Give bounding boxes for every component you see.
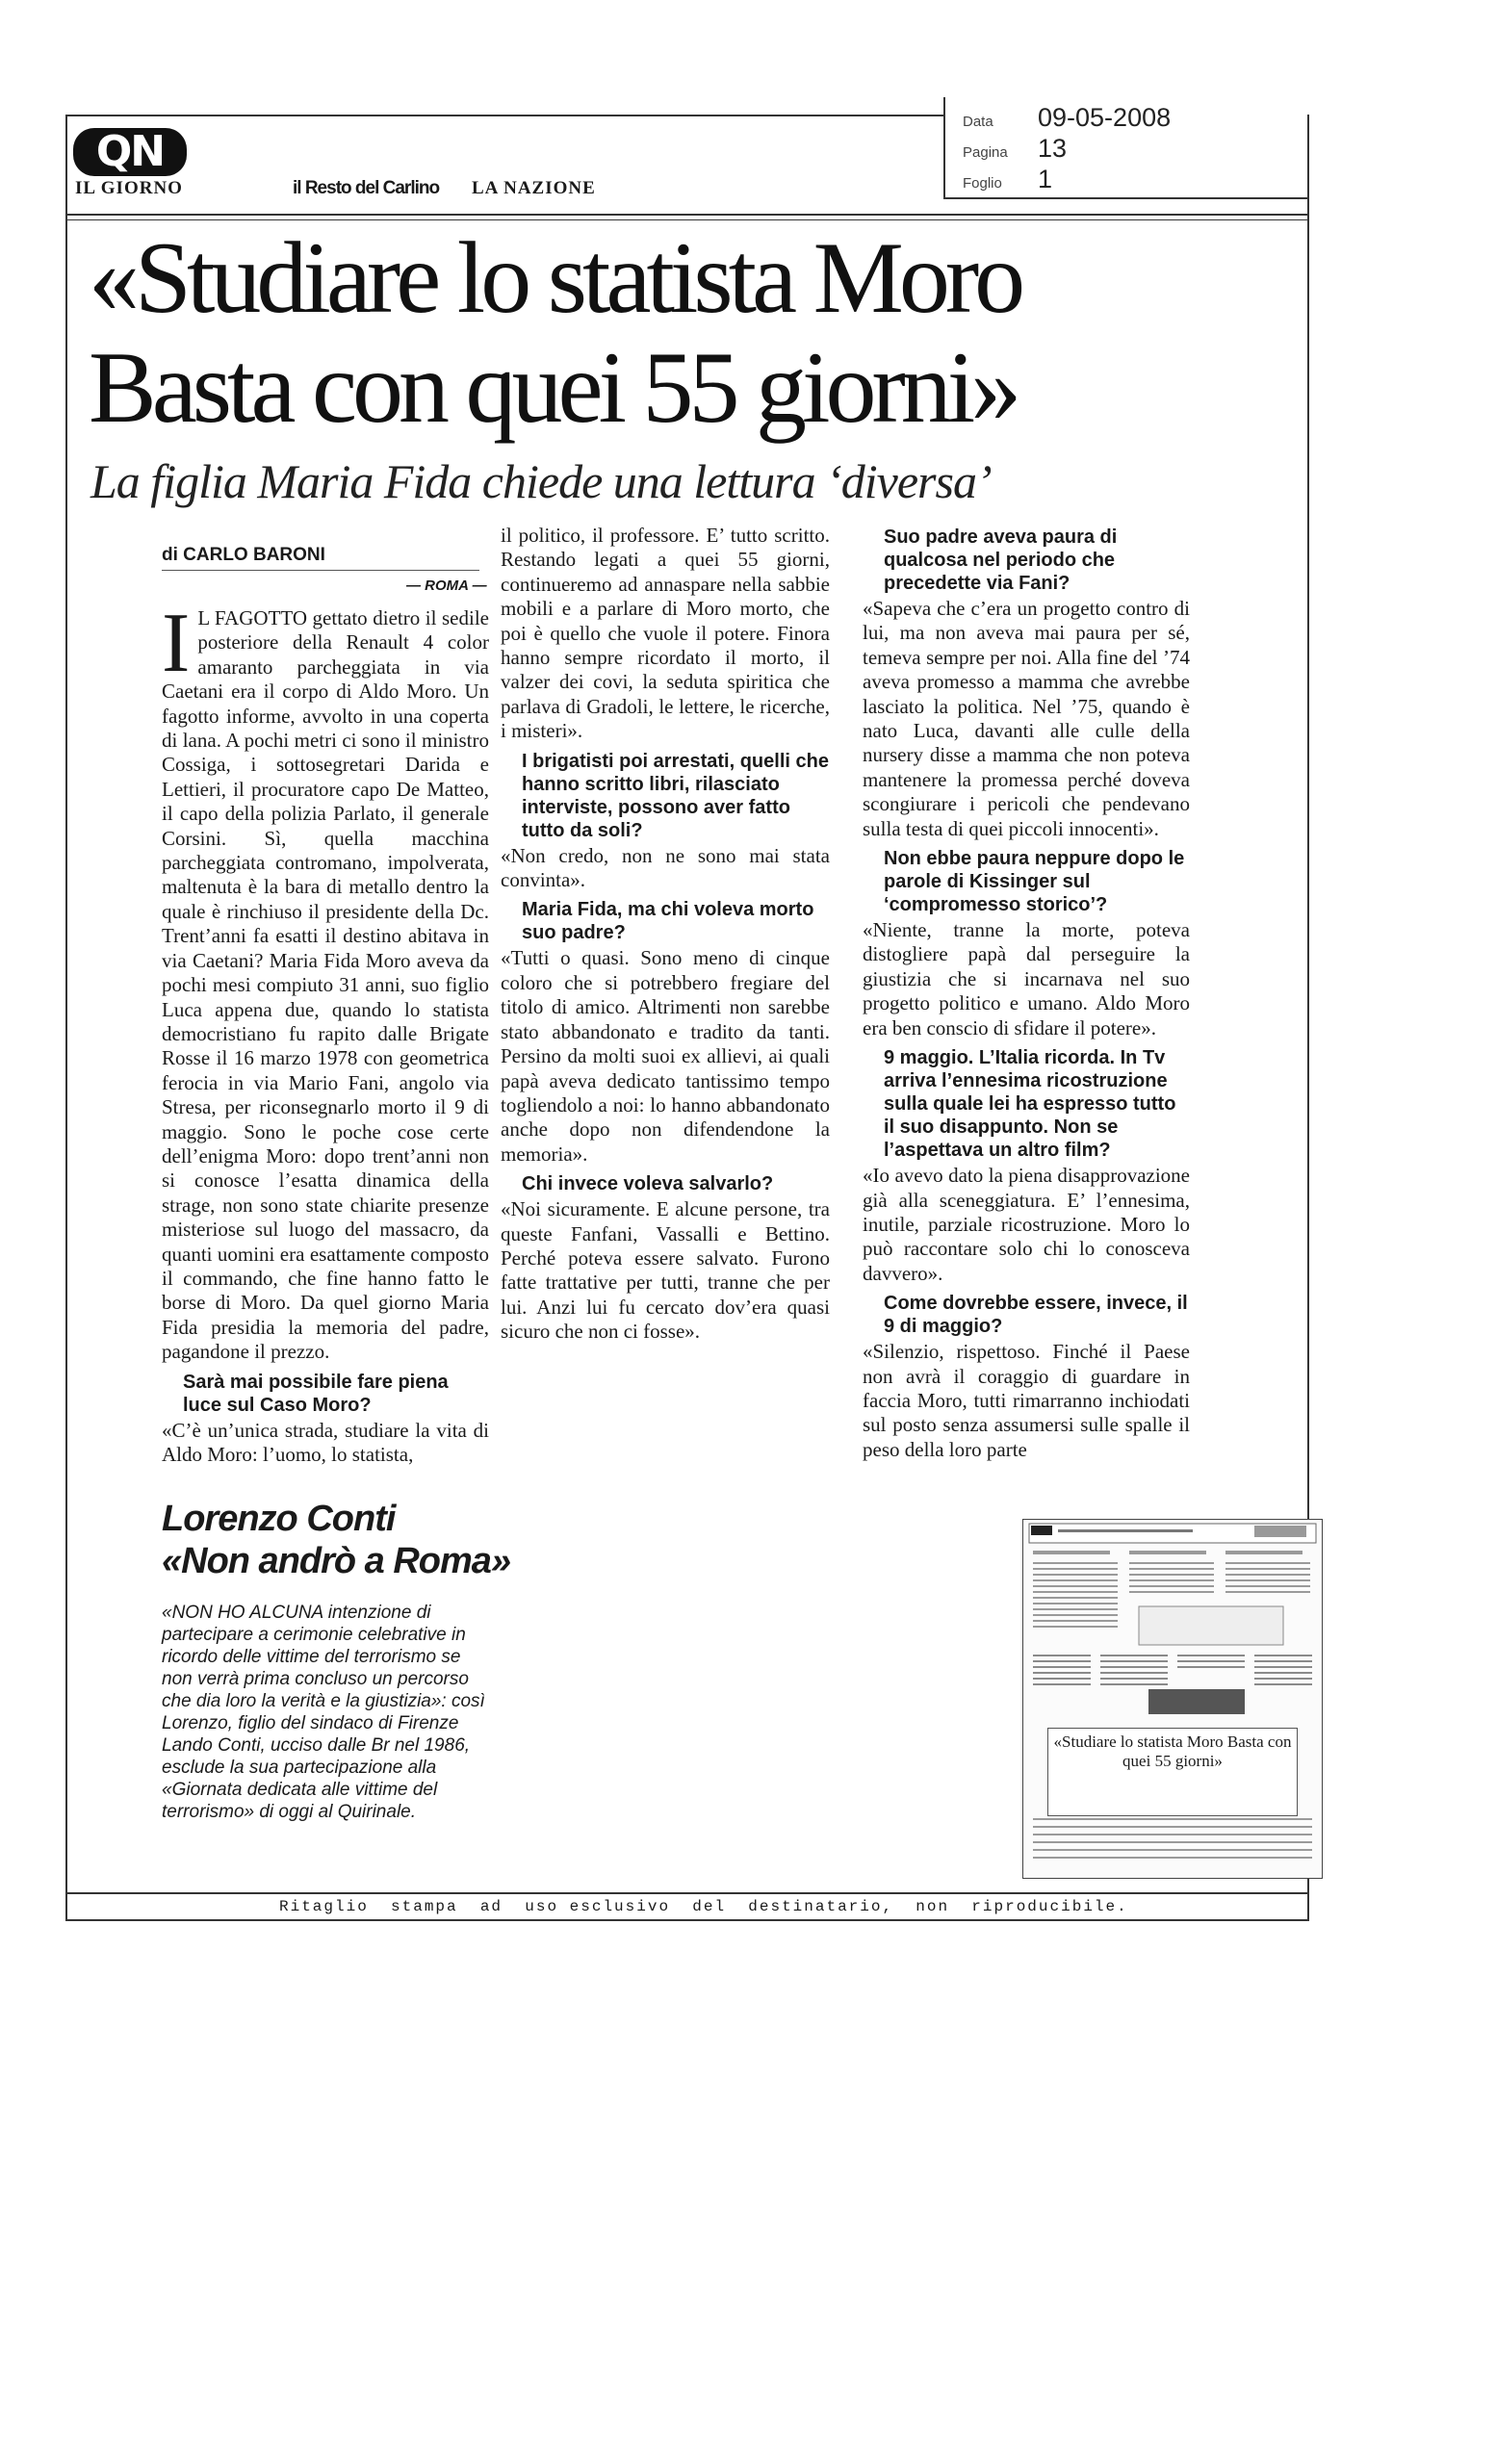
- question-6: Non ebbe paura neppure dopo le parole di Kissinger sul ‘compromesso storico’?: [884, 848, 1185, 916]
- meta-page: 13: [1038, 134, 1068, 163]
- answer-5: «Sapeva che c’era un progetto contro di lui, ma non aveva mai paura per sé, temeva sempre per noi. Alla fine del ’74 aveva promesso a mamma che avrebbe lasciato la politica. Nel ’75, quando è nato Luca, davanti alle culle della nursery disse a mamma che non poteva mantenere la promessa perché doveva scongiurare i pericoli che pendevano sulla testa di quei piccoli innocenti».: [863, 597, 1190, 840]
- page-thumbnail-graphic: [1023, 1520, 1322, 1878]
- question-4: Chi invece voleva salvarlo?: [522, 1173, 774, 1195]
- masthead-rule-thin: [65, 219, 1309, 220]
- article-column-3: [863, 520, 1190, 1462]
- question-2: I brigatisti poi arrestati, quelli che hanno scritto libri, rilasciato interviste, possono aver fatto tutto da soli?: [522, 750, 829, 841]
- answer-7: «Io avevo dato la piena disapprovazione già alla sceneggiatura. E’ l’ennesima, inutile, parziale ricostruzione. Moro lo può raccontare solo chi lo conosceva davvero».: [863, 1164, 1190, 1285]
- article-column-1: [162, 597, 489, 1467]
- byline: di CARLO BARONI: [162, 545, 479, 571]
- publication-il-giorno: IL GIORNO: [75, 178, 183, 198]
- clipping-meta-box: [943, 97, 1307, 199]
- question-5: Suo padre aveva paura di qualcosa nel periodo che precedette via Fani?: [884, 526, 1118, 594]
- meta-sheet: 1: [1038, 165, 1053, 193]
- meta-page-label: Pagina: [963, 144, 1008, 161]
- answer-8: «Silenzio, rispettoso. Finché il Paese non avrà il coraggio di guardare in faccia Moro, tutti rimarranno inchiodati sul posto senza assumersi sulle spalle il peso della loro parte: [863, 1340, 1190, 1461]
- headline-line-2: Basta con quei 55 giorni»: [89, 331, 1018, 444]
- sidebar-box-title-line-2: «Non andrò a Roma»: [162, 1541, 511, 1581]
- masthead-rule: [65, 214, 1309, 216]
- sidebar-box-text: «NON HO ALCUNA intenzione di partecipare a cerimonie celebrative in ricordo delle vittime del terrorismo se non verrà prima concluso un percorso che dia loro la verità e la giustizia»: così Lorenzo, figlio del sindaco di Firenze Lando Conti, ucciso dalle Br nel 1986, esclude la sua partecipazione alla «Giornata dedicata alle vittime del terrorismo» di oggi al Quirinale.: [162, 1603, 485, 1822]
- sidebar-box-title-line-1: Lorenzo Conti: [162, 1499, 396, 1539]
- sidebar-box-title: [162, 1498, 510, 1582]
- article-column-2: [501, 524, 830, 1345]
- publication-resto-del-carlino: il Resto del Carlino: [293, 178, 440, 198]
- masthead: [67, 116, 934, 213]
- answer-3: «Tutti o quasi. Sono meno di cinque coloro che si potrebbero fregiare del titolo di amico. Altrimenti non sarebbe stato abbandonato e tradito da tanti. Persino da molti suoi ex allievi, ai quali papà aveva dedicato tantissimo tempo togliendolo a noi: lo hanno abbandonato anche dopo non difendendone la memoria».: [501, 946, 830, 1166]
- meta-sheet-label: Foglio: [963, 175, 1002, 192]
- lead-text: L FAGOTTO gettato dietro il sedile posteriore della Renault 4 color amaranto parcheggiata in via Caetani era il corpo di Aldo Moro. Un fagotto informe, avvolto in una coperta di lana. A pochi metri ci sono il ministro Cossiga, i sottosegretari Darida e Lettieri, il procuratore capo De Matteo, il capo della polizia Parlato, il generale Corsini. Sì, quella macchina parcheggiata contromano, impolverata, maltenuta è la bara di metallo dentro la quale è rinchiuso il presidente della Dc. Trent’anni fa esatti il destino abitava in via Caetani? Maria Fida Moro aveva da pochi mesi compiuto 31 anni, suo figlio Luca appena due, quando lo statista democristiano fu rapito dalle Brigate Rosse il 16 marzo 1978 con geometrica ferocia in via Mario Fani, angolo via Stresa, per riconsegnarlo morto il 9 di maggio. Sono le poche cose certe dell’enigma Moro: dopo trent’anni non si conosce l’esatta dinamica della strage, non sono state chiarite presenze misteriose sul luogo del massacro, da quanti uomini era esattamente composto il commando, che fine hanno fatto le borse di Moro. Da quel giorno Maria Fida presidia la memoria del padre, pagandone il prezzo.: [162, 606, 489, 1364]
- question-1: Sarà mai possibile fare piena luce sul Caso Moro?: [183, 1371, 449, 1416]
- meta-date-label: Data: [963, 114, 993, 130]
- meta-page-row: [963, 134, 1067, 163]
- lead-paragraph: [162, 597, 489, 1365]
- page-thumbnail-headline: «Studiare lo statista Moro Basta con quei 55 giorni»: [1047, 1728, 1298, 1816]
- meta-sheet-row: [963, 165, 1052, 193]
- column-2-paragraph: il politico, il professore. E’ tutto scritto. Restando legati a quei 55 giorni, continueremo ad annaspare nella sabbie mobili e a parlare di Moro morto, che poi è quello che vuole il potere. Finora hanno sempre ricordato il morto, il valzer dei covi, la seduta spiritica che parlava di Gradoli, le lettere, le ricerche, i misteri».: [501, 524, 830, 743]
- answer-1-start: «C’è un’unica strada, studiare la vita di Aldo Moro: l’uomo, lo statista,: [162, 1418, 489, 1466]
- meta-date-row: [963, 103, 1171, 132]
- answer-6: «Niente, tranne la morte, poteva distogliere papà dal perseguire la giustizia che si incarnava nel suo progetto politico e umano. Aldo Moro era ben conscio di sfidare il potere».: [863, 918, 1190, 1040]
- answer-2: «Non credo, non ne sono mai stata convinta».: [501, 843, 830, 892]
- page-thumbnail: [1022, 1519, 1323, 1879]
- headline: [89, 223, 1051, 443]
- dateline-place: — ROMA —: [406, 578, 487, 594]
- question-3: Maria Fida, ma chi voleva morto suo padre?: [522, 899, 814, 944]
- headline-line-1: «Studiare lo statista Moro: [89, 221, 1021, 334]
- qn-logo: QN: [73, 128, 187, 176]
- meta-date: 09-05-2008: [1038, 103, 1172, 132]
- subheadline: La figlia Maria Fida chiede una lettura ‘diversa’: [90, 454, 992, 508]
- answer-4: «Noi sicuramente. E alcune persone, tra queste Fanfani, Vassalli e Bettino. Perché poteva essere salvato. Furono fatte trattative per tutti, tranne che per lui. Anzi lui fu cercato dov’era quasi sicuro che non ci fosse».: [501, 1197, 830, 1344]
- dropcap: I: [162, 597, 191, 690]
- publication-la-nazione: LA NAZIONE: [472, 178, 596, 198]
- question-7: 9 maggio. L’Italia ricorda. In Tv arriva l’ennesima ricostruzione sulla quale lei ha espresso tutto il suo disappunto. Non se l’aspettava un altro film?: [884, 1047, 1176, 1162]
- question-8: Come dovrebbe essere, invece, il 9 di maggio?: [884, 1293, 1188, 1338]
- footer-rule: [65, 1892, 1309, 1894]
- footer-note: Ritaglio stampa ad uso esclusivo del destinatario, non riproducibile.: [279, 1898, 1128, 1915]
